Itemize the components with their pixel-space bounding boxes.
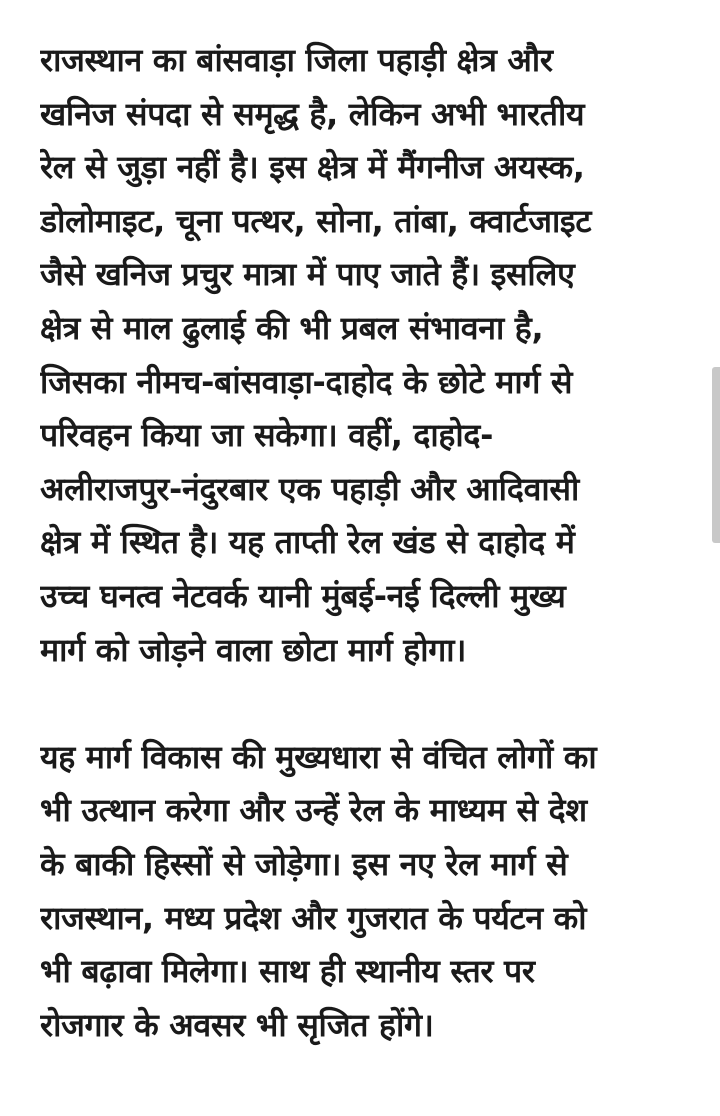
text-line: परिवहन किया जा सकेगा। वहीं, दाहोद-: [40, 416, 494, 455]
text-line: अलीराजपुर-नंदुरबार एक पहाड़ी और आदिवासी: [40, 469, 579, 508]
text-line: क्षेत्र से माल ढुलाई की भी प्रबल संभावना है,: [40, 308, 544, 347]
paragraph-2: [40, 731, 680, 1053]
text-line: मार्ग को जोड़ने वाला छोटा मार्ग होगा।: [40, 630, 467, 669]
text-line: उच्च घनत्व नेटवर्क यानी मुंबई-नई दिल्ली मुख्य: [40, 576, 566, 615]
article-body: [40, 34, 680, 1052]
text-line: डोलोमाइट, चूना पत्थर, सोना, तांबा, क्वार्टजाइट: [40, 201, 592, 240]
text-line: रोजगार के अवसर भी सृजित होंगे।: [40, 1005, 434, 1044]
paragraph-1: [40, 34, 680, 677]
text-line: राजस्थान का बांसवाड़ा जिला पहाड़ी क्षेत्र और: [40, 41, 553, 79]
text-line: खनिज संपदा से समृद्ध है, लेकिन अभी भारतीय: [40, 94, 585, 133]
text-line: क्षेत्र में स्थित है। यह ताप्ती रेल खंड से दाहोद में: [40, 523, 575, 562]
text-line: के बाकी हिस्सों से जोड़ेगा। इस नए रेल मार्ग से: [40, 844, 568, 883]
text-line: यह मार्ग विकास की मुख्यधारा से वंचित लोगों का: [40, 737, 597, 776]
vertical-scrollbar[interactable]: [712, 367, 720, 543]
text-line: जैसे खनिज प्रचुर मात्रा में पाए जाते हैं। इसलिए: [40, 255, 575, 294]
paragraph-spacer: [40, 677, 680, 731]
text-line: रेल से जुड़ा नहीं है। इस क्षेत्र में मैंगनीज अयस्क,: [40, 148, 585, 187]
text-line: राजस्थान, मध्य प्रदेश और गुजरात के पर्यटन को: [40, 898, 587, 937]
text-line: भी उत्थान करेगा और उन्हें रेल के माध्यम से देश: [40, 791, 587, 830]
text-line: जिसका नीमच-बांसवाड़ा-दाहोद के छोटे मार्ग से: [40, 362, 573, 401]
text-line: भी बढ़ावा मिलेगा। साथ ही स्थानीय स्तर पर: [40, 952, 535, 991]
